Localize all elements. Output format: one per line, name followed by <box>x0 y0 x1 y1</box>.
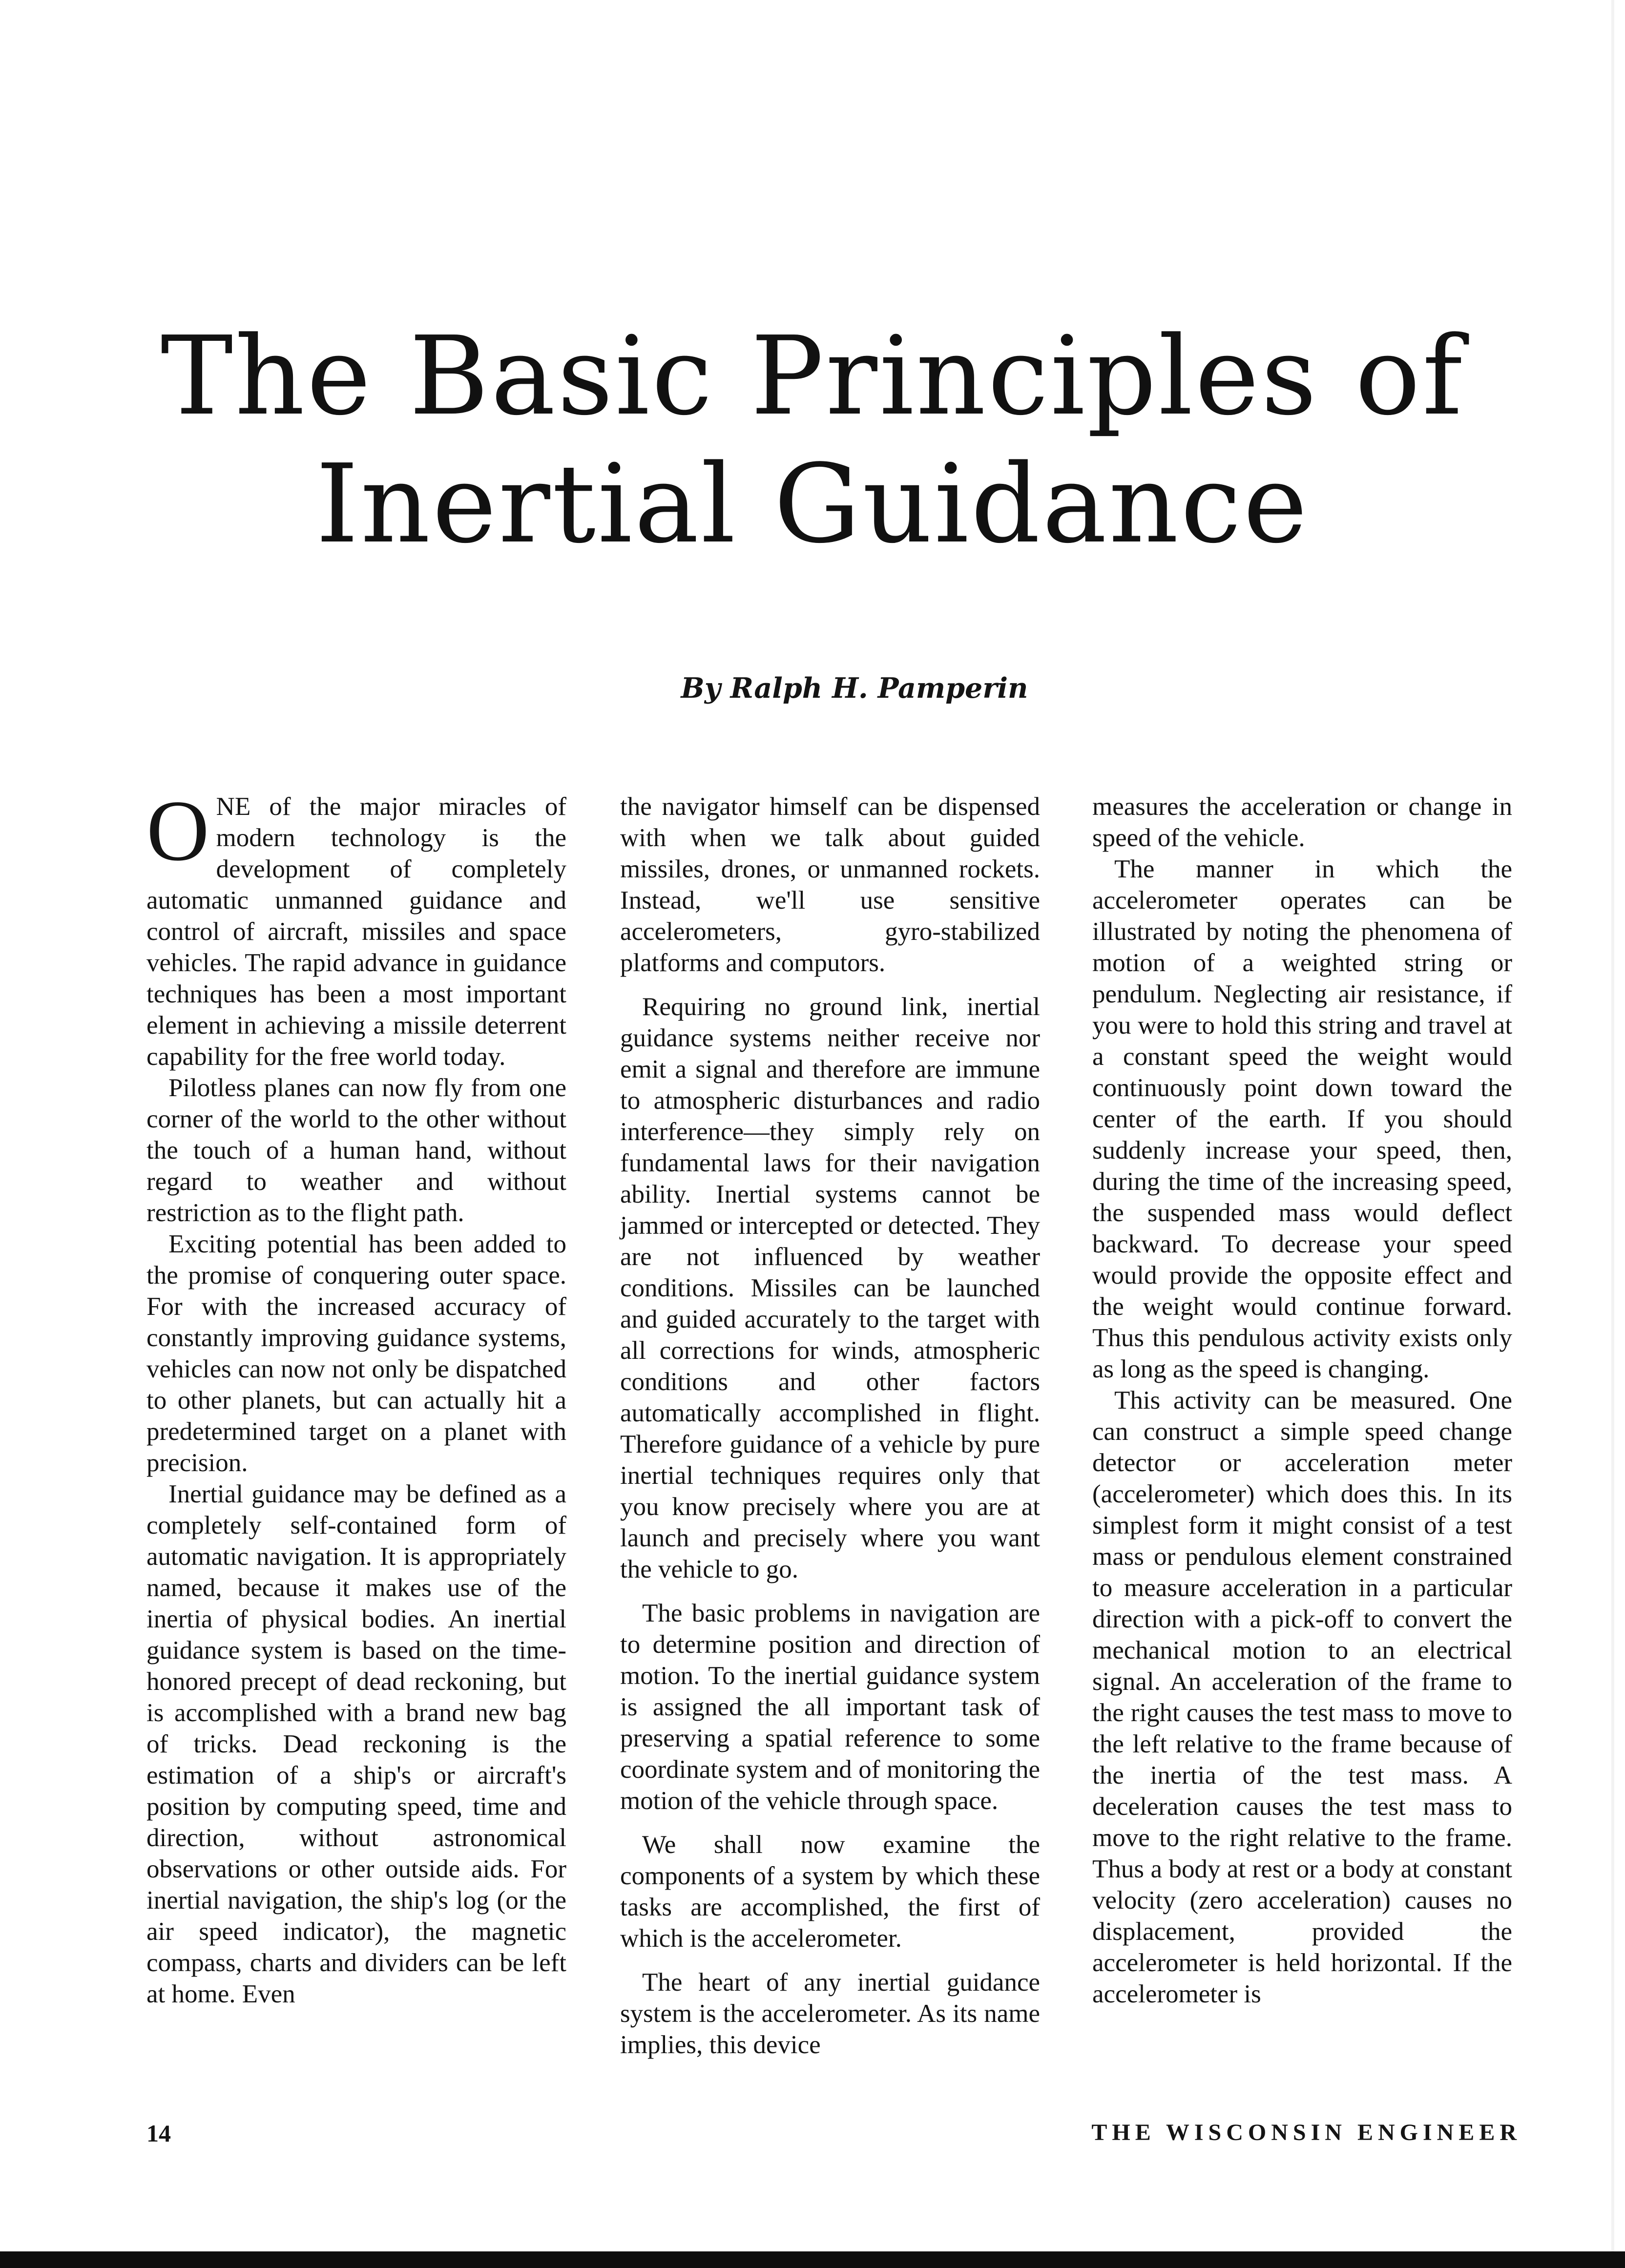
paragraph: We shall now examine the components of a system by which these tasks are accomplished, the first of which is the accelerometer. <box>620 1831 1040 1953</box>
paragraph: Exciting potential has been added to the promise of conquering outer space. For with the increased accuracy of constantly improving guidance systems, vehicles can now not only be dispatched to other planets, but can actually hit a predetermined target on a planet with precision. <box>146 1230 566 1477</box>
journal-name: THE WISCONSIN ENGINEER <box>1091 2120 1521 2145</box>
scan-edge-line <box>1611 0 1614 2251</box>
drop-cap: O <box>146 782 209 879</box>
paragraph-text: NE of the major miracles of modern technology is the development of completely automatic unmanned guidance and control of aircraft, missiles and space vehicles. The rapid advance in guidance techniques has been a most important element in achieving a missile deterrent capability for the free world today. <box>146 792 566 1071</box>
paragraph: Inertial guidance may be defined as a completely self-contained form of automatic navigation. It is appropriately named, because it makes use of the inertia of physical bodies. An inertial guidance system is based on the time-honored precept of dead reckoning, but is accomplished with a brand new bag of tricks. Dead reckoning is the estimation of a ship's or aircraft's position by computing speed, time and direction, without astronomical observations or other outside aids. For inertial navigation, the ship's log (or the air speed indicator), the magnetic compass, charts and dividers can be left at home. Even <box>146 1480 566 2008</box>
text-column-1 <box>146 782 566 2010</box>
article-title-line-2: Inertial Guidance <box>315 441 1310 567</box>
paragraph: Requiring no ground link, inertial guidance systems neither receive nor emit a signal and therefore are immune to atmospheric disturbances and radio interference—they simply rely on fundamental laws for their navigation ability. Inertial systems cannot be jammed or intercepted or detected. They are not influenced by weather conditions. Missiles can be launched and guided accurately to the target with all corrections for winds, atmospheric conditions and other factors automatically accomplished in flight. Therefore guidance of a vehicle by pure inertial techniques requires only that you know precisely where you are at launch and precisely where you want the vehicle to go. <box>620 993 1040 1583</box>
paragraph: measures the acceleration or change in speed of the vehicle. <box>1092 792 1512 852</box>
paragraph <box>146 782 566 1072</box>
paragraph: Pilotless planes can now fly from one corner of the world to the other without the touch of a human hand, without regard to weather and without restriction as to the flight path. <box>146 1074 566 1227</box>
scan-bottom-border <box>0 2251 1625 2268</box>
paragraph: The basic problems in navigation are to determine position and direction of motion. To the inertial guidance system is assigned the all important task of preserving a spatial reference to some coordinate system and of monitoring the motion of the vehicle through space. <box>620 1599 1040 1815</box>
paragraph: the navigator himself can be dispensed with when we talk about guided missiles, drones, or unmanned rockets. Instead, we'll use sensitive accelerometers, gyro-stabilized platforms and computors. <box>620 792 1040 977</box>
paragraph: The manner in which the accelerometer operates can be illustrated by noting the phenomena of motion of a weighted string or pendulum. Neglecting air resistance, if you were to hold this string and travel at a constant speed the weight would continuously point down toward the center of the earth. If you should suddenly increase your speed, then, during the time of the increasing speed, the suspended mass would deflect backward. To decrease your speed would provide the opposite effect and the weight would continue forward. Thus this pendulous activity exists only as long as the speed is changing. <box>1092 855 1512 1383</box>
article-title-line-1: The Basic Principles of <box>161 313 1464 439</box>
text-column-3 <box>1092 791 1512 2010</box>
paragraph: The heart of any inertial guidance system is the accelerometer. As its name implies, this device <box>620 1968 1040 2059</box>
byline: By Ralph H. Pamperin <box>681 672 1028 705</box>
text-column-2 <box>620 791 1040 2060</box>
page-number: 14 <box>146 2120 171 2147</box>
paragraph: This activity can be measured. One can construct a simple speed change detector or acceleration meter (accelerometer) which does this. In its simplest form it might consist of a test mass or pendulous element constrained to measure acceleration in a particular direction with a pick-off to convert the mechanical motion to an electrical signal. An acceleration of the frame to the right causes the test mass to move to the left relative to the frame because of the inertia of the test mass. A deceleration causes the test mass to move to the right relative to the frame. Thus a body at rest or a body at constant velocity (zero acceleration) causes no displacement, provided the accelerometer is held horizontal. If the accelerometer is <box>1092 1386 1512 2008</box>
article-title <box>0 312 1625 568</box>
